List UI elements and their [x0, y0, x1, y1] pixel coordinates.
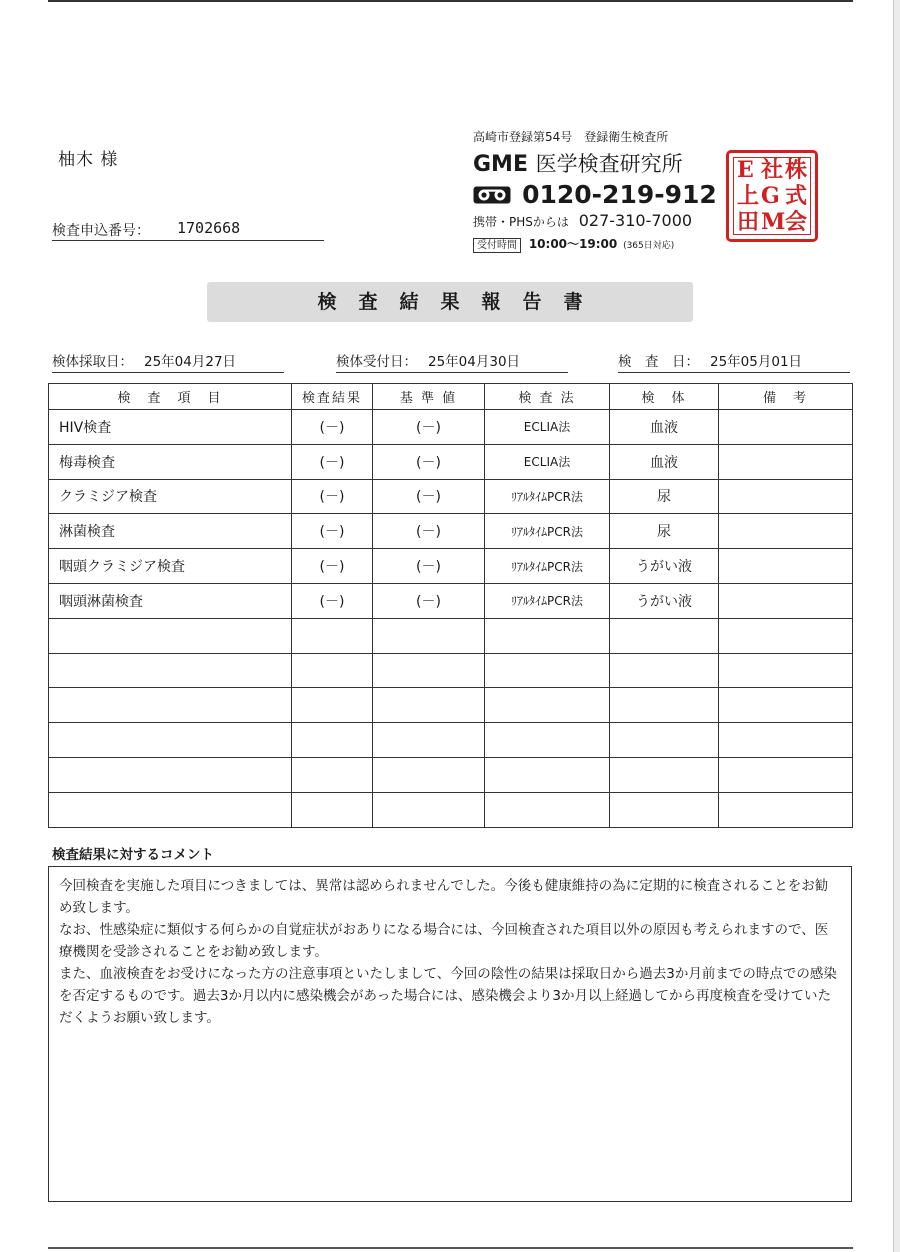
lab-name [473, 148, 683, 178]
remarks [719, 444, 853, 479]
test-item: クラミジア検査 [49, 479, 292, 514]
top-rule [48, 0, 853, 2]
lab-registration: 高崎市登録第54号 登録衛生検査所 [473, 130, 669, 144]
specimen: 尿 [610, 514, 719, 549]
specimen: 尿 [610, 479, 719, 514]
exam-date [618, 350, 850, 373]
test-result: (－) [292, 514, 373, 549]
table-row [49, 444, 853, 479]
test-method: ﾘｱﾙﾀｲﾑPCR法 [485, 583, 610, 618]
results-table [48, 383, 853, 828]
lab-mobile [473, 211, 692, 230]
specimen: うがい液 [610, 549, 719, 584]
header-specimen: 検 体 [610, 384, 719, 410]
empty-row [49, 618, 853, 653]
company-seal-stamp [726, 150, 818, 242]
test-method: ﾘｱﾙﾀｲﾑPCR法 [485, 549, 610, 584]
reference-value: (－) [373, 514, 485, 549]
table-row [49, 583, 853, 618]
mobile-label: 携帯・PHSからは [473, 215, 569, 229]
header-reference: 基 準 値 [373, 384, 485, 410]
test-result: (－) [292, 479, 373, 514]
empty-row [49, 723, 853, 758]
remarks [719, 549, 853, 584]
application-number-field [52, 218, 324, 241]
application-number-value: 1702668 [177, 219, 241, 237]
hours-time: 10:00〜19:00 [528, 237, 618, 251]
received-date-label: 検体受付日： [336, 354, 417, 370]
table-row [49, 549, 853, 584]
exam-date-value: 25年05月01日 [710, 354, 803, 370]
comment-title: 検査結果に対するコメント [52, 847, 214, 863]
collection-date [52, 350, 284, 373]
comment-paragraph: 今回検査を実施した項目につきましては、異常は認められませんでした。今後も健康維持の為に定期的に検査されることをお勧め致します。 [59, 878, 829, 916]
table-header-row [49, 384, 853, 410]
lab-name-latin: GME [473, 152, 528, 177]
application-number-label: 検査申込番号： [52, 223, 150, 239]
test-item: HIV検査 [49, 410, 292, 445]
test-method: ﾘｱﾙﾀｲﾑPCR法 [485, 514, 610, 549]
test-item: 咽頭クラミジア検査 [49, 549, 292, 584]
header-remarks: 備 考 [719, 384, 853, 410]
seal-text: 株 式 会 社 G M E 上 田 [737, 157, 808, 235]
lab-name-jp: 医学検査研究所 [535, 152, 683, 176]
lab-hours [473, 235, 674, 253]
test-result: (－) [292, 549, 373, 584]
test-item: 淋菌検査 [49, 514, 292, 549]
table-row [49, 479, 853, 514]
test-method: ECLIA法 [485, 410, 610, 445]
recipient-name: 柚木 様 [58, 150, 119, 170]
test-item: 梅毒検査 [49, 444, 292, 479]
collection-date-value: 25年04月27日 [144, 354, 237, 370]
empty-row [49, 688, 853, 723]
remarks [719, 410, 853, 445]
reference-value: (－) [373, 444, 485, 479]
reference-value: (－) [373, 410, 485, 445]
remarks [719, 479, 853, 514]
specimen: うがい液 [610, 583, 719, 618]
collection-date-label: 検体採取日： [52, 354, 133, 370]
table-row [49, 410, 853, 445]
empty-row [49, 653, 853, 688]
empty-row [49, 757, 853, 792]
header-item: 検 査 項 目 [49, 384, 292, 410]
test-method: ECLIA法 [485, 444, 610, 479]
table-row [49, 514, 853, 549]
remarks [719, 514, 853, 549]
empty-row [49, 792, 853, 827]
hours-note: (365日対応) [623, 241, 675, 251]
specimen: 血液 [610, 444, 719, 479]
exam-date-label: 検 査 日： [618, 354, 699, 370]
test-method: ﾘｱﾙﾀｲﾑPCR法 [485, 479, 610, 514]
test-item: 咽頭淋菌検査 [49, 583, 292, 618]
remarks [719, 583, 853, 618]
header-result: 検査結果 [292, 384, 373, 410]
comment-paragraph: なお、性感染症に類似する何らかの自覚症状がおありになる場合には、今回検査された項目以外の原因も考えられますので、医療機関を受診されることをお勧め致します。 [59, 922, 829, 960]
test-result: (－) [292, 444, 373, 479]
specimen: 血液 [610, 410, 719, 445]
report-title: 検査結果報告書 [207, 282, 693, 322]
test-result: (－) [292, 410, 373, 445]
received-date-value: 25年04月30日 [428, 354, 521, 370]
test-result: (－) [292, 583, 373, 618]
hours-tag: 受付時間 [473, 238, 521, 253]
received-date [336, 350, 568, 373]
comment-box [48, 866, 852, 1202]
reference-value: (－) [373, 549, 485, 584]
lab-freedial [473, 180, 717, 209]
freedial-icon [473, 186, 511, 204]
freedial-number: 0120-219-912 [522, 180, 717, 209]
comment-paragraph: また、血液検査をお受けになった方の注意事項といたしまして、今回の陰性の結果は採取日から過去3か月前までの時点での感染を否定するものです。過去3か月以内に感染機会があった場合には、感染機会より3か月以上経過してから再度検査を受けていただくようお願い致します。 [59, 966, 837, 1026]
mobile-number: 027-310-7000 [578, 211, 693, 230]
bottom-rule [48, 1247, 853, 1249]
header-method: 検 査 法 [485, 384, 610, 410]
reference-value: (－) [373, 583, 485, 618]
reference-value: (－) [373, 479, 485, 514]
